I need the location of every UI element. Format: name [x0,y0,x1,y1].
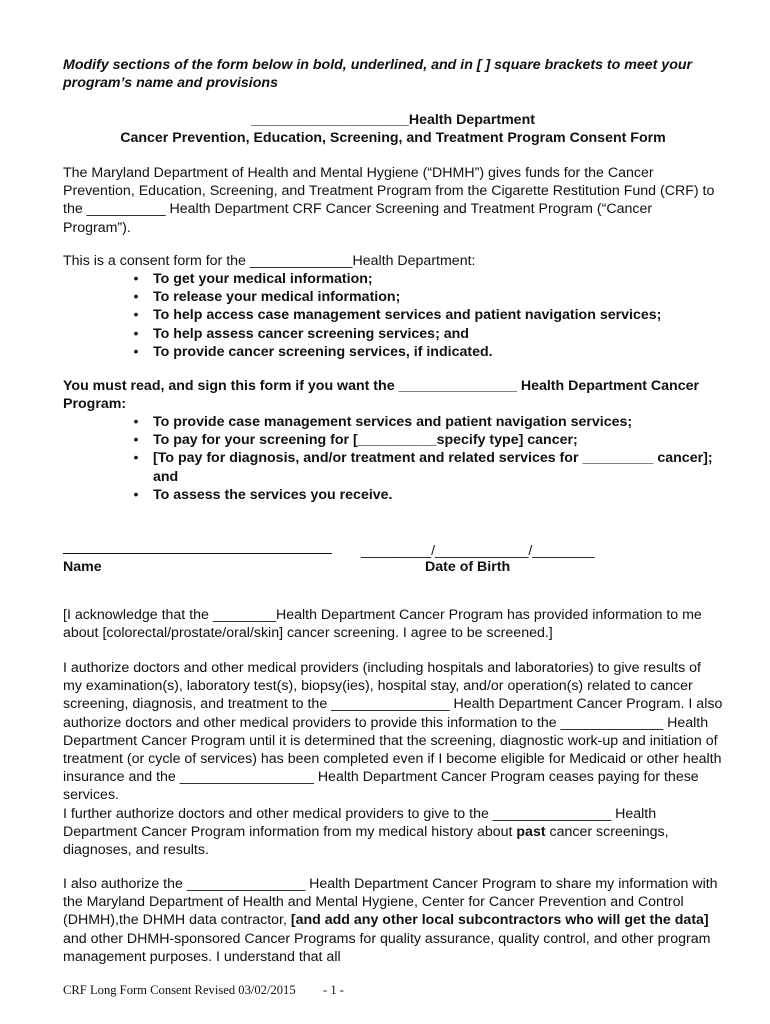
page-number: - 1 - [323,983,344,997]
must-read-statement: You must read, and sign this form if you want the _______________ Health Department Cancer Program: [63,378,700,413]
list-item: • To provide case management services and patient navigation services; [153,413,713,431]
date-of-birth-label: Date of Birth [425,559,511,575]
further-authorization-end: cancer screenings, diagnoses, and results. [63,823,669,859]
consent-purpose-list [133,270,733,361]
share-text-end: and other DHMH-sponsored Cancer Programs for quality assurance, quality control, and other program management purposes. I understand that all [63,930,711,965]
list-item: • To help assess cancer screening services; and [153,325,733,343]
department-title: ____________________Health Department [251,112,535,128]
list-item: • To help access case management services and patient navigation services; [153,306,733,324]
page-footer [63,981,723,999]
acknowledgement-paragraph: [I acknowledge that the ________Health Department Cancer Program has provided information to me about [colorectal/prostate/oral/skin] cancer screening. I agree to be screened.] [63,607,702,642]
modify-instructions: Modify sections of the form below in bold, underlined, and in [ ] square brackets to meet your program’s name and provisions [63,57,693,92]
list-item: • [To pay for diagnosis, and/or treatment and related services for _________ cancer]; and [153,449,713,485]
authorization-paragraph [63,659,723,859]
dhmh-funding-paragraph: The Maryland Department of Health and Mental Hygiene (“DHMH”) gives funds for the Cancer Prevention, Education, Screening, and Treatment Program from the Cigarette Restitution Fund (CRF) to the __________ Health Department CRF Cancer Screening and Treatment Program (“Cancer Program”). [63,165,715,236]
date-of-birth-field[interactable]: _________/____________/________ [361,542,595,558]
share-text: I also authorize the _______________ Health Department Cancer Program to share my information with the Maryland Department of Health and Mental Hygiene, Center for Cancer Prevention and Control (DHMH),the DHMH data contractor, [63,876,718,929]
bullet-icon: • [133,450,139,467]
program-services-list [133,413,713,504]
subcontractor-placeholder: [and add any other local subcontractors who will get the data] [290,912,709,929]
bullet-icon: • [133,486,139,503]
bullet-icon: • [133,325,139,342]
bullet-icon: • [133,343,139,360]
list-item: • To get your medical information; [153,270,733,288]
past-emphasis: past [516,823,546,840]
name-signature-line[interactable] [63,553,332,554]
list-item: • To pay for your screening for [__________specify type] cancer; [153,431,713,449]
authorization-text: I authorize doctors and other medical providers (including hospitals and laboratories) to give results of my examination(s), laboratory test(s), biopsy(ies), hospital stay, and/or operation(s) related to cancer screening, diagnosis, and treatment to the _______________ Health Department Cancer Program. I also authorize doctors and other medical providers to provide this information to the _____________ Health Department Cancer Program until it is determined that the screening, diagnostic work-up and initiation of treatment (or cycle of services) has been completed even if I become eligible for Medicaid or other health insurance and the _________________ Health Department Cancer Program ceases paying for these services. [63,660,723,804]
share-authorization-paragraph [63,875,723,966]
bullet-icon: • [133,271,139,287]
name-label: Name [63,559,102,575]
list-item: • To provide cancer screening services, if indicated. [153,343,733,361]
bullet-icon: • [133,307,139,324]
list-item: • To release your medical information; [153,288,733,306]
bullet-icon: • [133,289,139,306]
bullet-icon: • [133,414,139,430]
list-item: • To assess the services you receive. [153,486,713,504]
form-title: Cancer Prevention, Education, Screening, and Treatment Program Consent Form [120,130,666,146]
footer-revision: CRF Long Form Consent Revised 03/02/2015 [63,983,296,997]
consent-intro: This is a consent form for the _____________Health Department: [63,253,476,269]
bullet-icon: • [133,432,139,449]
further-authorization-text: I further authorize doctors and other medical providers to give to the _______________ Health Department Cancer Program information from my medical history about [63,805,657,840]
